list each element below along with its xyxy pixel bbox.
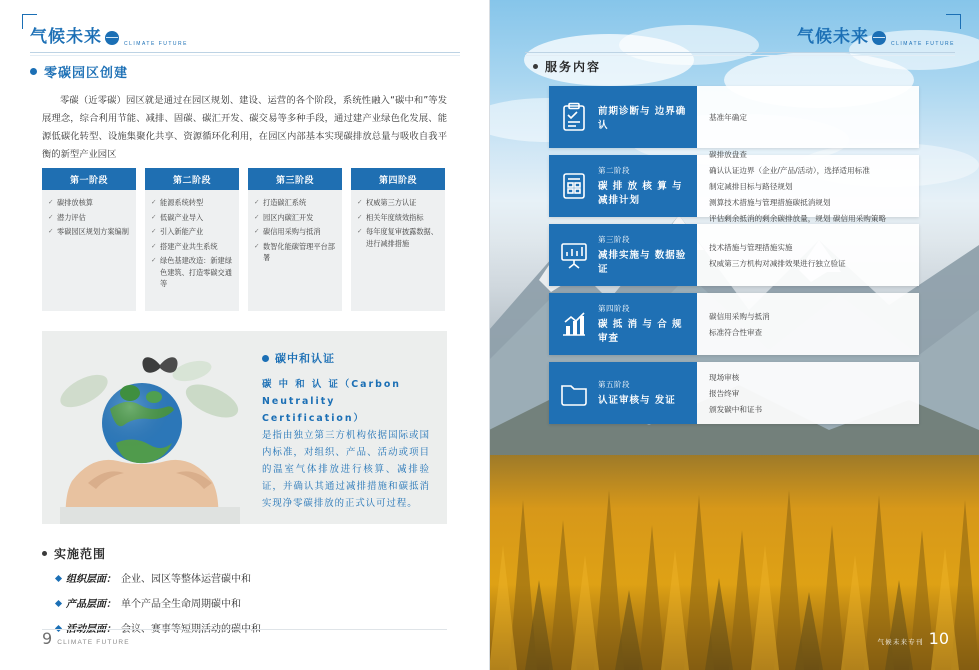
detail-item: 测算技术措施与管理措施碳抵消规划 (709, 197, 831, 207)
list-item: ✓ 权威第三方认证 (357, 197, 439, 209)
document-calculator-icon (558, 170, 590, 202)
list-item: ✓ 绿色基建改造：新建绿色建筑、打造零碳交通等 (151, 255, 233, 290)
service-step-header (549, 293, 697, 355)
service-step-stage: 第四阶段 (598, 304, 630, 313)
list-item: ✓ 能源系统转型 (151, 197, 233, 209)
panel-title (262, 350, 430, 366)
service-step-name: 认证审核与 发证 (598, 395, 676, 406)
service-steps-list (549, 86, 919, 431)
footer-label: CLIMATE FUTURE (57, 639, 130, 646)
detail-item: 颁发碳中和证书 (709, 404, 763, 414)
left-page-header (30, 22, 460, 56)
service-step-stage: 第三阶段 (598, 235, 630, 244)
list-item: ✓ 零碳园区规划方案编制 (48, 226, 130, 238)
list-item: ✓ 每年度复审披露数据、进行减排措施 (357, 226, 439, 249)
service-step (549, 86, 919, 148)
brand-logo (30, 22, 460, 47)
section-title-scope (42, 545, 106, 562)
brand-name-cn: 气候未来 (797, 27, 870, 47)
service-step-label (598, 378, 676, 408)
detail-item: 制定减排目标与路径规划 (709, 181, 793, 191)
globe-icon (872, 31, 886, 45)
service-step-details (697, 86, 919, 148)
service-step-label (598, 102, 688, 133)
brand-logo (797, 22, 955, 47)
stage-card-body (248, 190, 342, 311)
section-title-services-text: 服务内容 (545, 60, 602, 74)
folder-icon (558, 377, 590, 409)
stage-card-header: 第二阶段 (145, 168, 239, 190)
detail-item: 碳排放盘查 (709, 149, 747, 159)
service-step (549, 224, 919, 286)
detail-item: 技术措施与管理措施实施 (709, 242, 793, 252)
service-step-name: 碳 抵 消 与 合 规审查 (598, 319, 683, 344)
brand-name-en: CLIMATE FUTURE (891, 41, 955, 47)
presentation-chart-icon (558, 239, 590, 271)
diamond-bullet-icon (55, 600, 62, 607)
service-step-name: 碳 排 放 核 算 与减排计划 (598, 181, 683, 206)
detail-item: 标准符合性审查 (709, 327, 763, 337)
header-rule (30, 52, 460, 53)
stage-card-body (145, 190, 239, 311)
service-step-label (598, 302, 688, 346)
bullet-dot-icon (30, 68, 37, 75)
detail-item: 碳信用采购与抵消 (709, 311, 770, 321)
page-number: 10 (928, 629, 949, 648)
intro-paragraph: 零碳（近零碳）园区就是通过在园区规划、建设、运营的各个阶段，系统性融入“碳中和”等发展理念，综合利用节能、减排、固碳、碳汇开发、碳交易等多种手段，通过建产业绿色化发展、能源低碳化转型、设施集聚化共享、资源循环化利用，在园区内部基本实现碳排放总量与吸收自我平衡的新型产业园区 (42, 95, 447, 160)
list-item: ✓ 打造碳汇系统 (254, 197, 336, 209)
list-item: ✓ 碳信用采购与抵消 (254, 226, 336, 238)
stage-card-header: 第四阶段 (351, 168, 445, 190)
stage-card-header: 第三阶段 (248, 168, 342, 190)
brand-name-en: CLIMATE FUTURE (124, 41, 188, 47)
left-page-footer (42, 629, 130, 648)
page-number: 9 (42, 629, 53, 648)
service-step (549, 362, 919, 424)
section-title-zero-carbon-park (30, 62, 128, 81)
bullet-dot-icon (533, 64, 538, 69)
brand-name-cn: 气候未来 (30, 27, 102, 47)
service-step-details (697, 149, 919, 223)
stage-card-list (42, 168, 447, 311)
globe-icon (105, 31, 119, 45)
service-step-label (598, 233, 688, 277)
scope-value: 企业、园区等整体运营碳中和 (121, 574, 251, 585)
scope-key: 产品层面： (66, 599, 116, 610)
service-step-details (697, 362, 919, 424)
detail-item: 权威第三方机构对减排效果进行独立验证 (709, 258, 846, 268)
service-step-name: 前期诊断与 边界确认 (598, 105, 687, 131)
bullet-dot-icon (262, 355, 269, 362)
scope-value: 单个产品全生命周期碳中和 (121, 599, 241, 610)
service-step-name: 减排实施与 数据验证 (598, 250, 687, 275)
detail-item: 评估剩余抵消的剩余碳排放量，规划 碳信用采购策略 (709, 213, 887, 223)
stage-card (145, 168, 239, 311)
list-item: ✓ 园区内碳汇开发 (254, 212, 336, 224)
stage-card (42, 168, 136, 311)
service-step-label (598, 164, 688, 208)
list-item: ✓ 碳排放核算 (48, 197, 130, 209)
stage-card-header: 第一阶段 (42, 168, 136, 190)
bullet-dot-icon (42, 551, 47, 556)
service-step-stage: 第二阶段 (598, 166, 630, 175)
list-item: ✓ 潜力评估 (48, 212, 130, 224)
footer-label: 气候未来专刊 (877, 639, 924, 646)
carbon-neutrality-text-block (262, 350, 430, 512)
service-step-header (549, 86, 697, 148)
right-page-footer (877, 629, 949, 648)
page-gutter (489, 0, 490, 670)
left-page (0, 0, 489, 670)
panel-body-text: 是指由独立第三方机构依据国际或国内标准，对组织、产品、活动或项目的温室气体排放进行核算、减排验证，并确认其通过减排措施和碳抵消实现净零碳排放的正式认可过程。 (262, 430, 430, 509)
service-step-details (697, 293, 919, 355)
detail-item: 现场审核 (709, 372, 740, 382)
header-rule-secondary (525, 55, 955, 56)
service-step-header (549, 155, 697, 217)
section-title-scope-text: 实施范围 (54, 547, 107, 561)
scope-key: 组织层面： (66, 574, 116, 585)
service-step (549, 293, 919, 355)
list-item (56, 570, 456, 585)
detail-item: 基准年确定 (709, 112, 747, 122)
right-page (489, 0, 979, 670)
service-step-header (549, 224, 697, 286)
section-title-text: 零碳园区创建 (44, 66, 129, 81)
list-item: ✓ 引入新能产业 (151, 226, 233, 238)
list-item: ✓ 数智化能碳管理平台部署 (254, 241, 336, 264)
diamond-bullet-icon (55, 575, 62, 582)
panel-title-text: 碳中和认证 (275, 352, 335, 365)
service-step (549, 149, 919, 223)
hands-holding-earth-image (42, 331, 257, 524)
stage-card (351, 168, 445, 311)
service-step-details (697, 224, 919, 286)
scope-value (121, 620, 261, 635)
service-step-header (549, 362, 697, 424)
header-rule (525, 52, 955, 53)
growth-chart-icon (558, 308, 590, 340)
list-item: ✓ 搭建产业共生系统 (151, 241, 233, 253)
list-item: ✓ 低碳产业导入 (151, 212, 233, 224)
section-title-services (533, 58, 601, 75)
stage-card (248, 168, 342, 311)
header-rule-secondary (30, 55, 460, 56)
detail-item: 报告终审 (709, 388, 740, 398)
detail-item: 确认认证边界（企业/产品/活动），选择适用标准 (709, 165, 870, 175)
stage-card-body (351, 190, 445, 311)
panel-lead-text: 碳 中 和 认 证（Carbon Neutrality Certification） (262, 379, 401, 424)
list-item: ✓ 相关年度绩效指标 (357, 212, 439, 224)
service-step-stage: 第五阶段 (598, 380, 630, 389)
stage-card-body (42, 190, 136, 311)
right-page-header (525, 22, 955, 56)
clipboard-check-icon (558, 101, 590, 133)
list-item (56, 595, 456, 610)
